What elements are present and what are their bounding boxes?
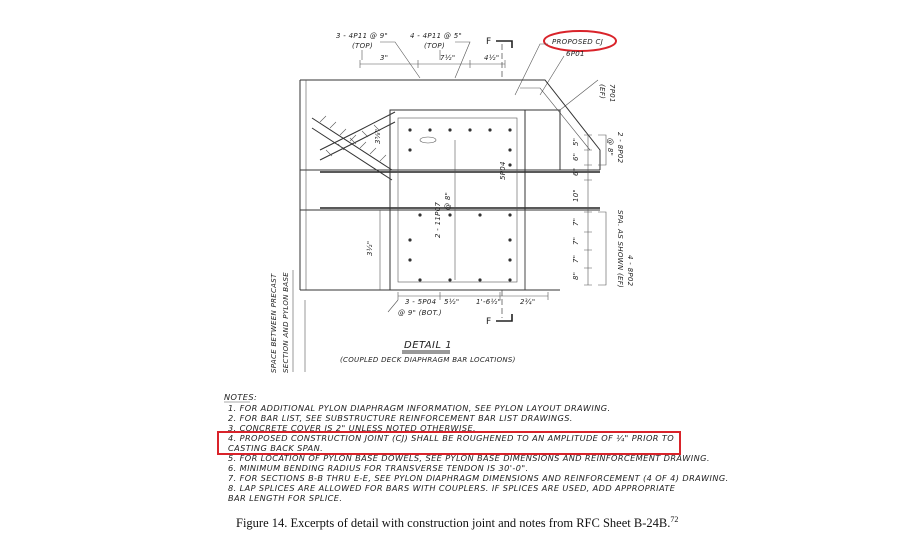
figure-caption <box>236 515 678 530</box>
section-arrow-bottom <box>496 314 512 321</box>
proposed-cj-label: PROPOSED CJ <box>552 38 604 46</box>
note-item: 3. CONCRETE COVER IS 2" UNLESS NOTED OTHERWISE. <box>228 423 477 433</box>
dim-top-2: 7½" <box>440 54 456 62</box>
top-label-right-sub: (TOP) <box>424 42 445 50</box>
bar-8p02-bot: 4 - 8P02 <box>626 255 634 287</box>
bar-8p02-top: 2 - 8P02 <box>616 132 624 164</box>
bar-11p07-sub: @ 8" <box>444 191 452 210</box>
deck-bars <box>320 172 600 208</box>
bracket-8p02-bot <box>598 212 606 285</box>
note-item: 7. FOR SECTIONS B-B THRU E-E, SEE PYLON DIAPHRAGM DIMENSIONS AND REINFORCEMENT (4 OF 4) DRAWING. <box>228 473 729 483</box>
duct-ellipse <box>420 137 436 143</box>
rebar-dots <box>408 128 511 281</box>
section-marker-bottom: F <box>486 317 492 327</box>
left-leader-lines <box>293 270 305 372</box>
note-item: 5. FOR LOCATION OF PYLON BASE DOWELS, SEE PYLON BASE DIMENSIONS AND REINFORCEMENT DRAWING. <box>228 453 710 463</box>
note-item: 1. FOR ADDITIONAL PYLON DIAPHRAGM INFORMATION, SEE PYLON LAYOUT DRAWING. <box>228 403 611 413</box>
bar-7p01-sub: (EF) <box>598 84 606 100</box>
note-item: BAR LENGTH FOR SPLICE. <box>228 493 343 503</box>
dim-right-4: 10" <box>572 188 580 202</box>
detail-title: DETAIL 1 <box>404 340 453 351</box>
dim-right-6: 7" <box>572 236 580 245</box>
note-item: 8. LAP SPLICES ARE ALLOWED FOR BARS WITH COUPLERS. IF SPLICES ARE USED, ADD APPROPRIATE <box>228 483 676 493</box>
diaphragm-box <box>390 110 525 290</box>
detail-subtitle: (COUPLED DECK DIAPHRAGM BAR LOCATIONS) <box>340 356 516 364</box>
dim-3-5-8: 3⅝" <box>374 128 382 144</box>
bottom-bar-sub: @ 9" (BOT.) <box>398 309 442 317</box>
leader-bottom-bar <box>388 300 398 312</box>
note-item: 6. MINIMUM BENDING RADIUS FOR TRANSVERSE TENDON IS 30'-0". <box>228 463 529 473</box>
dim-right-7: 7" <box>572 254 580 263</box>
dim-bottom-3: 2¾" <box>520 298 536 306</box>
leader-7p01 <box>560 80 598 110</box>
dim-right-8: 8" <box>572 271 580 280</box>
caption-text: Figure 14. Excerpts of detail with construction joint and notes from RFC Sheet B-24B. <box>236 516 671 530</box>
bar-11p07-label: 2 - 11P07 <box>434 201 442 238</box>
bar-8p02-bot-sub: SPA. AS SHOWN (EF) <box>616 210 624 289</box>
lower-walls <box>380 210 525 290</box>
leader-cj <box>515 44 548 95</box>
caption-ref: 72 <box>670 515 679 524</box>
top-label-right: 4 - 4P11 @ 5" <box>410 32 463 40</box>
left-vertical-label-2: SECTION AND PYLON BASE <box>282 272 290 373</box>
note-item: CASTING BACK SPAN. <box>228 443 324 453</box>
web-right <box>525 110 560 170</box>
top-label-left-sub: (TOP) <box>352 42 373 50</box>
bar-7p01-label: 7P01 <box>608 84 616 103</box>
section-arrow-top <box>496 41 512 48</box>
detail-title-underline <box>402 351 450 353</box>
dim-right-1: 5" <box>572 137 580 146</box>
notes-heading: NOTES: <box>224 392 258 402</box>
dim-right-2: 6" <box>572 152 580 161</box>
dim-3-half: 3½" <box>366 240 374 256</box>
bottom-bar-label: 3 - 5P04 <box>405 298 437 306</box>
bar-5p04-label: 5P04 <box>499 161 507 180</box>
dim-bottom-2: 1'-6½" <box>476 298 502 306</box>
dim-right-5: 7" <box>572 217 580 226</box>
bracket-8p02-top <box>598 135 606 165</box>
left-vertical-label-1: SPACE BETWEEN PRECAST <box>270 273 278 373</box>
note-item: 2. FOR BAR LIST, SEE SUBSTRUCTURE REINFORCEMENT BAR LIST DRAWINGS. <box>228 413 573 423</box>
diaphragm-box-inner <box>398 118 517 282</box>
dim-top-1: 3" <box>380 54 389 62</box>
dim-top-3: 4½" <box>484 54 500 62</box>
dim-bottom-1: 5½" <box>444 298 460 306</box>
bar-6p01-label: 6P01 <box>566 50 585 58</box>
section-marker-top: F <box>486 37 492 47</box>
top-label-left: 3 - 4P11 @ 9" <box>336 32 389 40</box>
dim-right-3: 6" <box>572 167 580 176</box>
note-item: 4. PROPOSED CONSTRUCTION JOINT (CJ) SHALL BE ROUGHENED TO AN AMPLITUDE OF ¼" PRIOR TO <box>228 433 675 443</box>
bar-8p02-top-sub: @ 8" <box>606 138 614 157</box>
